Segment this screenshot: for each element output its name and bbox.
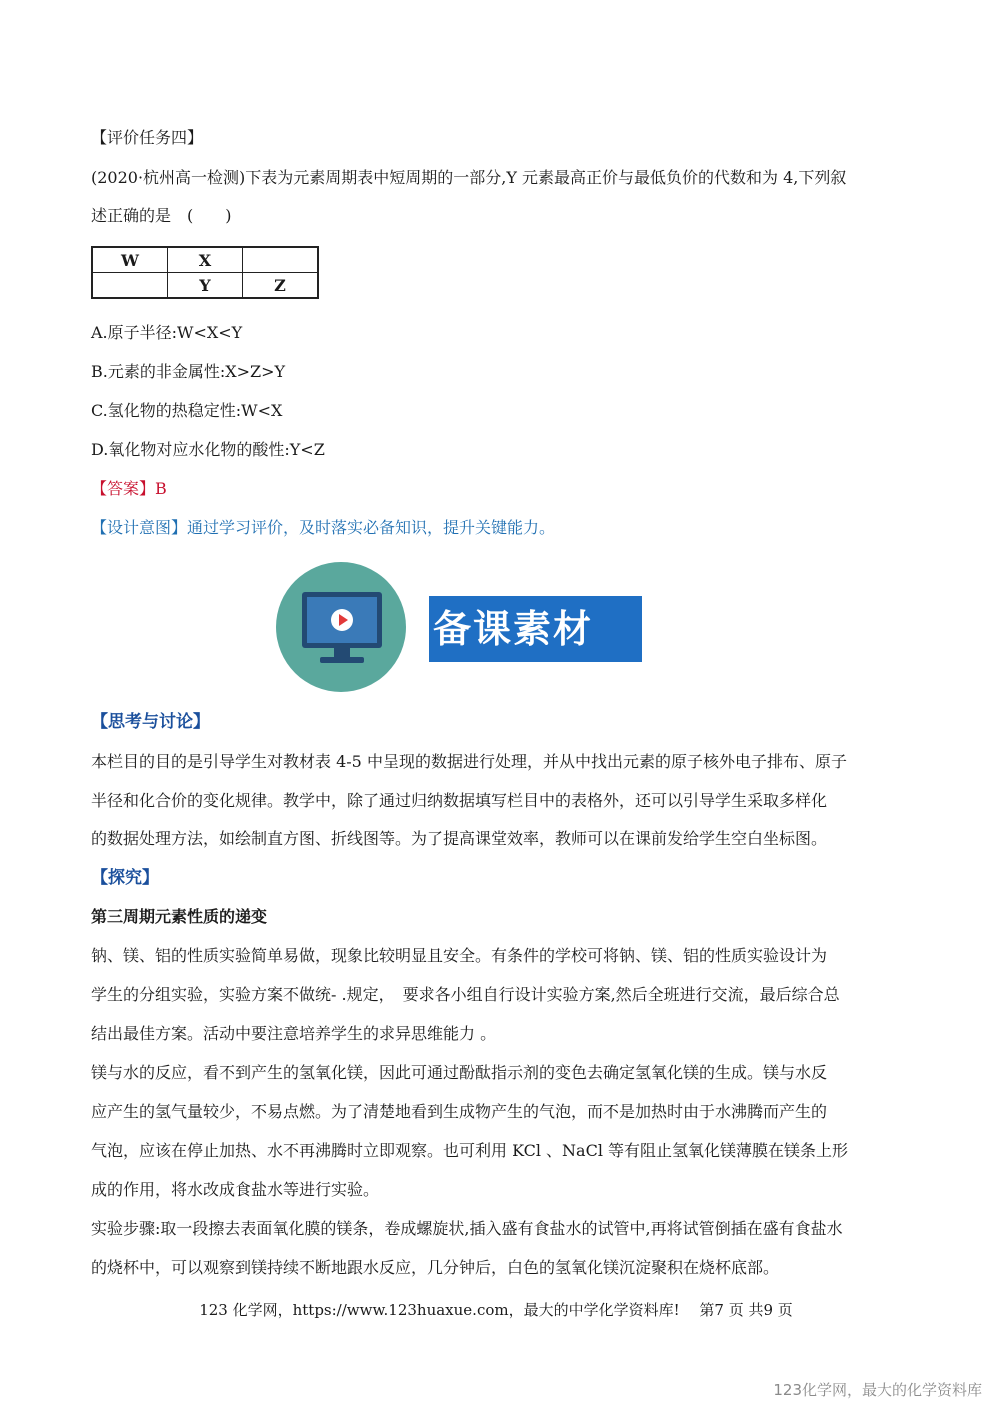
think-line-3: 的数据处理方法，如绘制直方图、折线图等。为了提高课堂效率，教师可以在课前发给学生空白坐标图。	[91, 829, 828, 848]
table-cell: Y	[168, 273, 243, 299]
monitor-icon	[276, 562, 406, 692]
question-line-1: (2020·杭州高一检测)下表为元素周期表中短周期的一部分,Y 元素最高正价与最低负价的代数和为 4,下列叙	[91, 168, 847, 187]
table-cell	[243, 247, 319, 273]
option-d: D.氧化物对应水化物的酸性:Y<Z	[91, 440, 325, 459]
explore-subtitle: 第三周期元素性质的递变	[91, 907, 268, 926]
option-a: A.原子半径:W<X<Y	[91, 323, 243, 342]
periodic-table-fragment	[91, 246, 319, 299]
explore-p2-line-2: 应产生的氢气量较少，不易点燃。为了清楚地看到生成物产生的气泡，而不是加热时由于水沸腾而产生的	[91, 1102, 828, 1121]
explore-header: 【探究】	[91, 868, 159, 888]
play-icon	[331, 609, 353, 631]
table-cell	[92, 273, 168, 299]
site-watermark: 123化学网，最大的化学资料库	[773, 1381, 982, 1399]
design-intent-label: 【设计意图】	[91, 518, 188, 537]
option-b: B.元素的非金属性:X>Z>Y	[91, 362, 286, 381]
explore-p3-line-2: 的烧杯中，可以观察到镁持续不断地跟水反应，几分钟后，白色的氢氧化镁沉淀聚积在烧杯底部。	[91, 1258, 780, 1277]
design-intent-text: 通过学习评价，及时落实必备知识，提升关键能力。	[187, 518, 556, 537]
explore-p3-line-1: 实验步骤:取一段擦去表面氧化膜的镁条，卷成螺旋状,插入盛有食盐水的试管中,再将试管倒插在盛有食盐水	[91, 1219, 843, 1238]
table-cell: W	[92, 247, 168, 273]
explore-p1-line-1: 钠、镁、铝的性质实验简单易做，现象比较明显且安全。有条件的学校可将钠、镁、铝的性质实验设计为	[91, 946, 828, 965]
explore-p2-line-1: 镁与水的反应，看不到产生的氢氧化镁，因此可通过酚酞指示剂的变色去确定氢氧化镁的生成。镁与水反	[91, 1063, 828, 1082]
task-header: 【评价任务四】	[91, 128, 204, 147]
option-c: C.氢化物的热稳定性:W<X	[91, 401, 283, 420]
table-row	[92, 247, 318, 273]
page-footer: 123 化学网，https://www.123huaxue.com，最大的中学化学资料库! 第7 页 共9 页	[199, 1301, 793, 1319]
explore-p1-line-3: 结出最佳方案。活动中要注意培养学生的求异思维能力 。	[91, 1024, 497, 1043]
answer-value: B	[155, 479, 167, 498]
question-line-2: 述正确的是 ( )	[91, 206, 232, 225]
think-line-2: 半径和化合价的变化规律。教学中，除了通过归纳数据填写栏目中的表格外，还可以引导学生采取多样化	[91, 791, 828, 810]
design-intent-line	[91, 518, 555, 538]
banner-title: 备课素材	[429, 596, 642, 662]
answer-label: 【答案】	[91, 479, 156, 498]
table-cell: X	[168, 247, 243, 273]
explore-p2-line-3: 气泡，应该在停止加热、水不再沸腾时立即观察。也可利用 KCl 、NaCl 等有阻止氢氧化镁薄膜在镁条上形	[91, 1141, 849, 1160]
lesson-material-banner	[276, 560, 644, 694]
table-cell: Z	[243, 273, 319, 299]
explore-p2-line-4: 成的作用，将水改成食盐水等进行实验。	[91, 1180, 380, 1199]
think-line-1: 本栏目的目的是引导学生对教材表 4-5 中呈现的数据进行处理，并从中找出元素的原子核外电子排布、原子	[91, 752, 847, 771]
explore-p1-line-2: 学生的分组实验，实验方案不做统- .规定， 要求各小组自行设计实验方案,然后全班进行交流，最后综合总	[91, 985, 840, 1004]
table-row	[92, 273, 318, 299]
think-header: 【思考与讨论】	[91, 712, 210, 732]
answer-line	[91, 479, 167, 499]
